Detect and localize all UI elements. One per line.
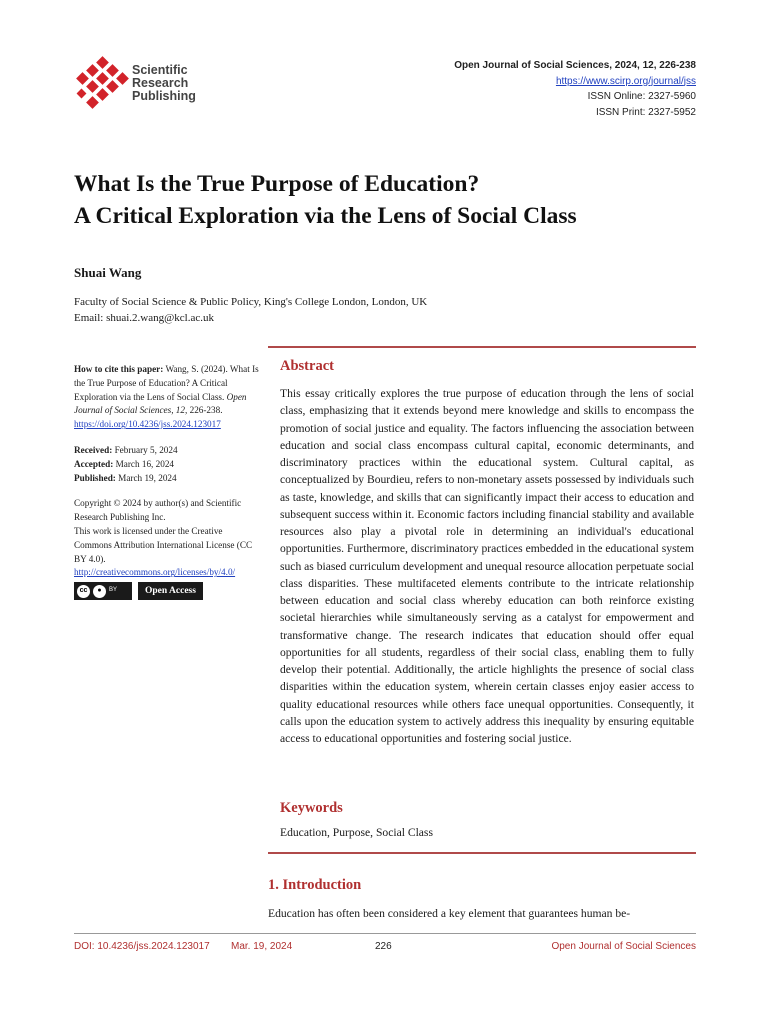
journal-citation: Open Journal of Social Sciences, 2024, 12, 226-238	[454, 60, 696, 71]
accepted-date: March 16, 2024	[115, 458, 175, 469]
citation-block	[74, 363, 262, 432]
open-access-badge: Open Access	[138, 582, 203, 600]
footer-doi: DOI: 10.4236/jss.2024.123017	[74, 941, 210, 952]
email-text[interactable]: Email: shuai.2.wang@kcl.ac.uk	[74, 312, 214, 324]
received-date: February 5, 2024	[114, 444, 178, 455]
footer-rule	[74, 933, 696, 934]
license-text: This work is licensed under the Creative Commons Attribution International License (CC BY 4.0).	[74, 525, 253, 564]
issn-online: ISSN Online: 2327-5960	[587, 91, 696, 102]
affiliation-text: Faculty of Social Science & Public Policy, King's College London, London, UK	[74, 296, 428, 308]
cite-journal: Open Journal of Social Sciences, 12,	[74, 391, 247, 416]
footer-date: Mar. 19, 2024	[231, 941, 293, 952]
dates-block	[74, 444, 262, 485]
article-title	[74, 168, 714, 232]
publisher-line: Scientific	[132, 63, 188, 77]
keywords-heading: Keywords	[280, 800, 343, 816]
journal-url-link[interactable]: https://www.scirp.org/journal/jss	[555, 75, 696, 87]
author-affiliation	[74, 294, 427, 326]
title-line-2: A Critical Exploration via the Lens of Social Class	[74, 203, 577, 229]
publisher-diamond-icon	[76, 56, 136, 114]
published-date: March 19, 2024	[118, 472, 177, 483]
article-sidebar	[74, 363, 262, 600]
cite-label: How to cite this paper:	[74, 364, 164, 374]
publisher-line: Publishing	[132, 89, 196, 103]
cc-by-label: BY	[109, 587, 118, 594]
publisher-line: Research	[132, 76, 189, 90]
introduction-first-line: Education has often been considered a key element that guarantees human be-	[268, 907, 631, 920]
cc-icon: cc	[77, 585, 90, 598]
introduction-heading: 1. Introduction	[268, 877, 362, 893]
abstract-body: This essay critically explores the true purpose of education through the lens of social class, emphasizing that it extends beyond mere knowledge and skills to encompass the promotion of social justice and equality. The factors influencing the association between education and social class encompass cultural capital, economic determinants, and discriminatory practices within the educational system. Cultural capital, as conceptualized by Bourdieu, refers to non-monetary assets possessed by individuals such as taste, knowledge, and skills that can significantly impact their access to education and subsequent success within it. Economic factors including financial stability and available resources also play a pivotal role in determining an individual's educational opportunities. Furthermore, discriminatory practices embedded in the educational system such as biased curriculum development and unequal resource allocation perpetuate social class disparities. These multifaceted elements contribute to the intricate relationship between education and social class whereby education can both reinforce existing societal hierarchies while simultaneously serving as a catalyst for empowerment and transformative change. The research indicates that education should offer equal opportunities for all students, regardless of their social class, enabling them to fully develop their potential. Additionally, the article highlights the presence of social class disparities within the education system, wherein certain classes enjoy easier access to quality educational resources while others face unequal opportunities. Consequently, it calls upon the education system to actively address this inequality by ensuring equitable access to educational opportunities and fostering social justice.	[280, 387, 694, 745]
cite-text: Wang, S. (2024). What Is the True Purpose of Education? A Critical Exploration via the Lens of Social Class.	[74, 364, 259, 402]
abstract-heading: Abstract	[280, 358, 334, 374]
title-line-1: What Is the True Purpose of Education?	[74, 171, 480, 197]
author-name: Shuai Wang	[74, 265, 142, 280]
by-person-icon: ●	[93, 585, 106, 598]
license-badges	[74, 582, 262, 600]
journal-info	[454, 58, 696, 120]
accepted-label: Accepted:	[74, 458, 114, 469]
issn-print: ISSN Print: 2327-5952	[595, 106, 696, 118]
license-block	[74, 497, 262, 580]
page-number: 226	[375, 941, 392, 952]
abstract-top-rule	[268, 346, 696, 348]
cite-pages: 226-238.	[189, 405, 223, 416]
received-label: Received:	[74, 444, 113, 455]
license-link[interactable]: http://creativecommons.org/licenses/by/4.0/	[74, 567, 236, 578]
footer-journal: Open Journal of Social Sciences	[551, 941, 696, 952]
published-label: Published:	[74, 472, 116, 483]
keywords-bottom-rule	[268, 852, 696, 854]
publisher-name	[132, 64, 196, 103]
cc-by-badge[interactable]	[74, 582, 132, 600]
keywords-list: Education, Purpose, Social Class	[280, 826, 433, 839]
copyright-text: Copyright © 2024 by author(s) and Scientific Research Publishing Inc.	[74, 498, 242, 523]
doi-link[interactable]: https://doi.org/10.4236/jss.2024.123017	[74, 419, 221, 430]
